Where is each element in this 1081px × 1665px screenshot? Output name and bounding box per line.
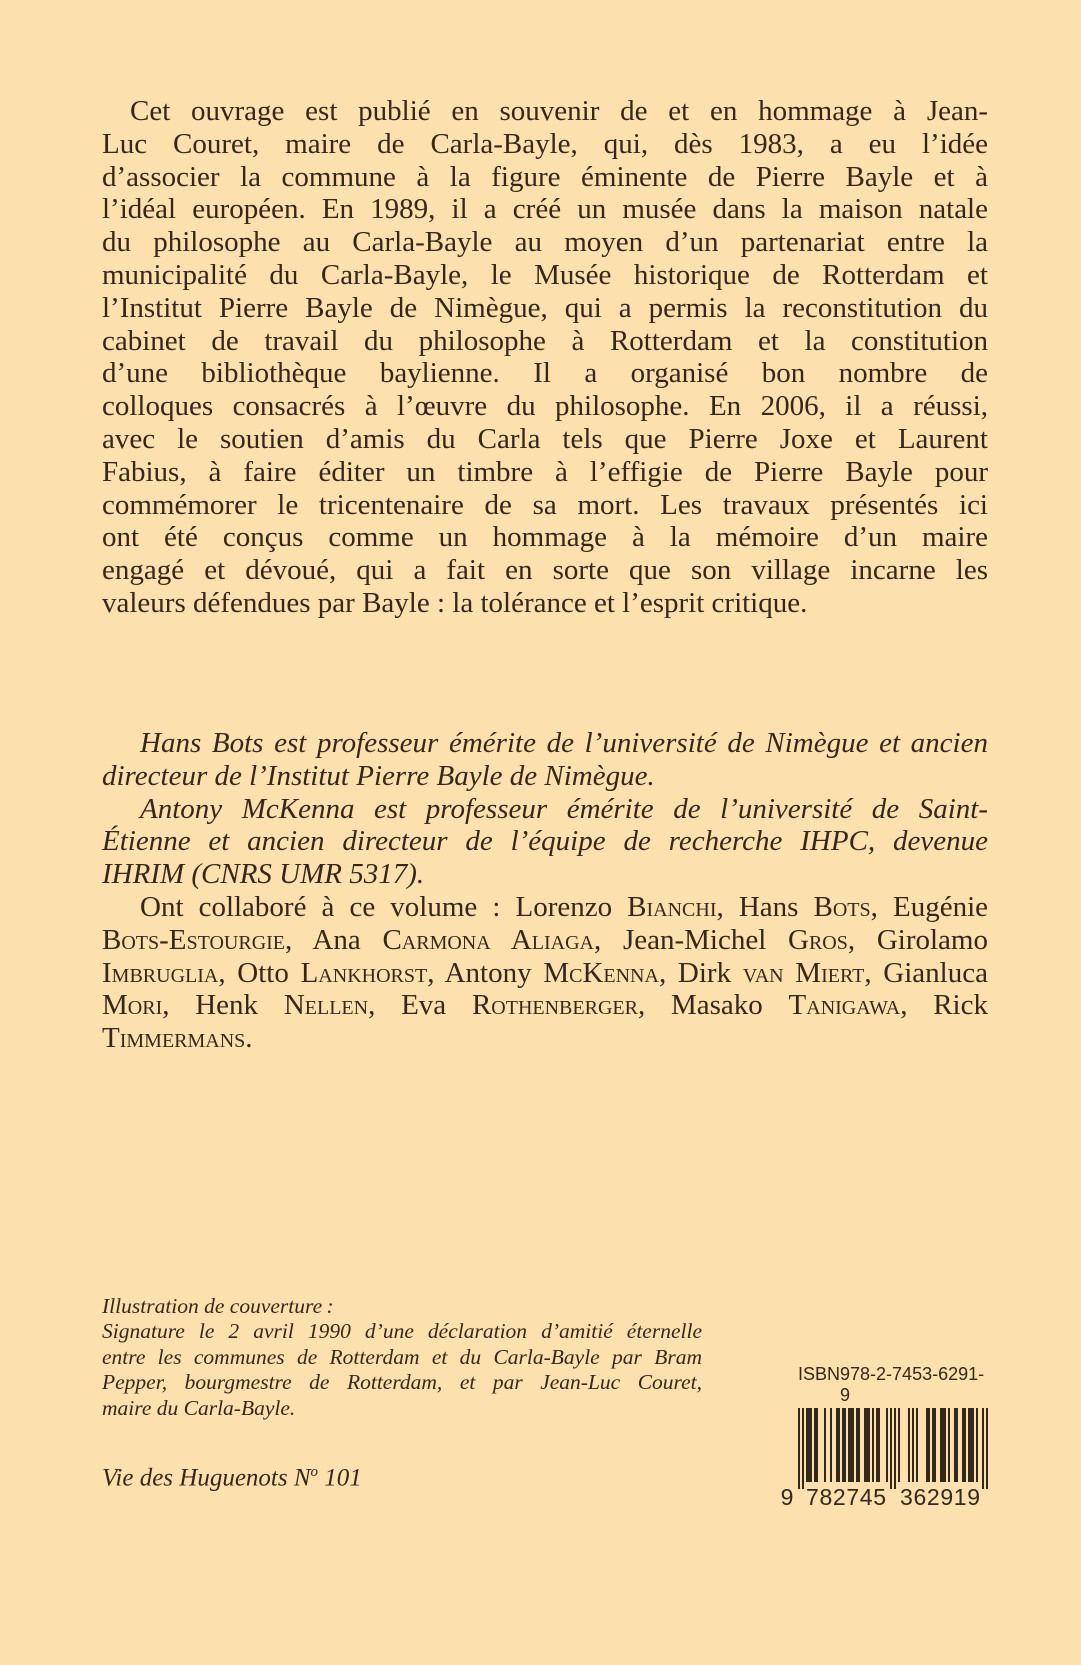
text-line bbox=[102, 957, 988, 990]
barcode-bar bbox=[926, 1408, 928, 1482]
text-line: directeur de l’Institut Pierre Bayle de Nimègue. bbox=[102, 759, 655, 792]
text-line: colloques consacrés à l’œuvre du philosophe. En 2006, il a réussi, bbox=[102, 390, 988, 423]
barcode-bar bbox=[872, 1408, 874, 1482]
text-line bbox=[102, 1022, 988, 1055]
barcode-bar bbox=[972, 1408, 974, 1482]
text-line: l’idéal européen. En 1989, il a créé un musée dans la maison natale bbox=[102, 193, 988, 226]
text-line: commémorer le tricentenaire de sa mort. Les travaux présentés ici bbox=[102, 488, 988, 521]
text-line: Luc Couret, maire de Carla-Bayle, qui, dès 1983, a eu l’idée bbox=[102, 127, 988, 160]
text-run: , Dirk bbox=[658, 956, 743, 989]
text-run: , Rick bbox=[900, 989, 988, 1022]
text-line: Étienne et ancien directeur de l’équipe de recherche IHPC, devenue bbox=[102, 825, 988, 858]
isbn-value: 978-2-7453-6291-9 bbox=[840, 1364, 985, 1405]
text-line: Fabius, à faire éditer un timbre à l’effigie de Pierre Bayle pour bbox=[102, 455, 988, 488]
barcode-bar bbox=[802, 1408, 804, 1489]
text-line: Pepper, bourgmestre de Rotterdam, et par Jean-Luc Couret, bbox=[102, 1370, 702, 1395]
text-run: , Masako bbox=[637, 989, 789, 1022]
surname-smallcaps: Tanigawa bbox=[788, 989, 901, 1022]
barcode-bar bbox=[912, 1408, 914, 1482]
barcode-bar bbox=[850, 1408, 852, 1482]
text-line: d’associer la commune à la figure éminente de Pierre Bayle et à bbox=[102, 160, 988, 193]
text-line: ont été conçus comme un hommage à la mémoire d’un maire bbox=[102, 521, 988, 554]
barcode-bar bbox=[890, 1408, 892, 1489]
barcode-digits: 362919 bbox=[900, 1484, 980, 1510]
surname-smallcaps: Nellen bbox=[283, 989, 369, 1022]
barcode-bar bbox=[856, 1408, 858, 1482]
barcode-bar bbox=[942, 1408, 944, 1482]
barcode-bar bbox=[944, 1408, 946, 1482]
text-line: Signature le 2 avril 1990 d’une déclaration d’amitié éternelle bbox=[102, 1319, 702, 1344]
text-line: Cet ouvrage est publié en souvenir de et en hommage à Jean- bbox=[130, 95, 988, 127]
barcode-bar bbox=[886, 1408, 888, 1482]
text-run: , Girolamo bbox=[847, 923, 988, 956]
isbn-label: ISBN bbox=[798, 1364, 841, 1384]
caption-heading: Illustration de couverture : bbox=[102, 1294, 334, 1318]
summary-paragraph bbox=[102, 95, 988, 620]
barcode-bar bbox=[814, 1408, 816, 1482]
surname-smallcaps: van Miert bbox=[742, 956, 865, 989]
barcode-bar bbox=[916, 1408, 918, 1482]
text-line: engagé et dévoué, qui a fait en sorte que son village incarne les bbox=[102, 554, 988, 587]
text-line: cabinet de travail du philosophe à Rotterdam et la constitution bbox=[102, 324, 988, 357]
surname-smallcaps: Lankhorst bbox=[300, 956, 428, 989]
text-run: , Eva bbox=[368, 989, 472, 1022]
barcode-bar bbox=[968, 1408, 970, 1482]
bio-paragraph bbox=[102, 727, 988, 793]
series-title bbox=[102, 1464, 362, 1492]
barcode-bar bbox=[940, 1408, 942, 1482]
text-run: Ont collaboré à ce volume : Lorenzo bbox=[140, 890, 628, 923]
barcode-digits: 9 bbox=[780, 1484, 794, 1510]
series-number: 101 bbox=[318, 1464, 362, 1492]
barcode-bar bbox=[962, 1408, 964, 1482]
series-ordinal-sup: o bbox=[310, 1464, 319, 1480]
barcode-bar bbox=[806, 1408, 808, 1482]
barcode-bar bbox=[982, 1408, 984, 1489]
barcode-bar bbox=[876, 1408, 878, 1482]
text-line: Antony McKenna est professeur émérite de l’université de Saint- bbox=[140, 792, 988, 825]
text-line: l’Institut Pierre Bayle de Nimègue, qui a permis la reconstitution du bbox=[102, 291, 988, 324]
barcode-bar bbox=[894, 1408, 896, 1489]
barcode-bar bbox=[986, 1408, 988, 1489]
barcode-bar bbox=[824, 1408, 826, 1482]
surname-smallcaps: Rothenberger bbox=[471, 989, 638, 1022]
barcode-bar bbox=[866, 1408, 868, 1482]
text-run: , Ana bbox=[285, 923, 383, 956]
text-line: entre les communes de Rotterdam et du Carla-Bayle par Bram bbox=[102, 1344, 702, 1369]
isbn-block bbox=[775, 1364, 1005, 1510]
series-title-text: Vie des Huguenots N bbox=[102, 1464, 311, 1492]
barcode-bar bbox=[898, 1408, 900, 1482]
barcode-bar bbox=[810, 1408, 812, 1482]
barcode-bar bbox=[964, 1408, 966, 1482]
barcode-bar bbox=[844, 1408, 846, 1482]
barcode-bar bbox=[934, 1408, 936, 1482]
barcode-bar bbox=[878, 1408, 880, 1482]
barcode-bar bbox=[948, 1408, 950, 1482]
text-line: Hans Bots est professeur émérite de l’université de Nimègue et ancien bbox=[140, 727, 988, 759]
barcode-bar bbox=[908, 1408, 910, 1482]
barcode-bar bbox=[864, 1408, 866, 1482]
collaborators-paragraph bbox=[102, 891, 988, 1055]
barcode-bar bbox=[848, 1408, 850, 1482]
surname-smallcaps: Timmermans bbox=[102, 1022, 246, 1055]
barcode-bar bbox=[932, 1408, 934, 1482]
barcode-bar bbox=[970, 1408, 972, 1482]
text-run: , Otto bbox=[218, 956, 301, 989]
barcode-bar bbox=[852, 1408, 854, 1482]
surname-smallcaps: Mori bbox=[102, 989, 163, 1022]
surname-smallcaps: Gros bbox=[788, 923, 848, 956]
barcode-bar bbox=[956, 1408, 958, 1482]
text-line bbox=[102, 924, 988, 957]
barcode-bar bbox=[830, 1408, 832, 1482]
text-run: . bbox=[245, 1022, 253, 1055]
barcode-bar bbox=[976, 1408, 978, 1482]
text-line: du philosophe au Carla-Bayle au moyen d’un partenariat entre la bbox=[102, 226, 988, 259]
barcode-bar bbox=[868, 1408, 870, 1482]
text-run: , Henk bbox=[162, 989, 284, 1022]
barcode-bar bbox=[954, 1408, 956, 1482]
text-line: municipalité du Carla-Bayle, le Musée historique de Rotterdam et bbox=[102, 258, 988, 291]
barcode-bar bbox=[928, 1408, 930, 1482]
text-line bbox=[102, 891, 988, 924]
barcode-bar bbox=[858, 1408, 860, 1482]
text-line: avec le soutien d’amis du Carla tels que Pierre Joxe et Laurent bbox=[102, 422, 988, 455]
text-line: maire du Carla-Bayle. bbox=[102, 1395, 296, 1420]
text-run: , Antony bbox=[427, 956, 544, 989]
surname-smallcaps: Bianchi bbox=[627, 890, 717, 923]
text-line: d’une bibliothèque baylienne. Il a organisé bon nombre de bbox=[102, 357, 988, 390]
text-run: , Gianluca bbox=[864, 956, 988, 989]
text-line: IHRIM (CNRS UMR 5317). bbox=[102, 858, 425, 891]
barcode-digits: 782745 bbox=[806, 1484, 886, 1510]
surname-smallcaps: Carmona Aliaga bbox=[382, 923, 594, 956]
text-run: , Eugénie bbox=[870, 890, 988, 923]
ean13-barcode bbox=[775, 1408, 1005, 1510]
cover-illustration-caption bbox=[102, 1294, 702, 1421]
barcode-bar bbox=[816, 1408, 818, 1482]
barcode-bar bbox=[798, 1408, 800, 1489]
text-line: valeurs défendues par Bayle : la tolérance et l’esprit critique. bbox=[102, 586, 808, 619]
barcode-bar bbox=[808, 1408, 810, 1482]
barcode-bar bbox=[836, 1408, 838, 1482]
text-run: , Jean-Michel bbox=[593, 923, 788, 956]
barcode-bar bbox=[838, 1408, 840, 1482]
text-run: , Hans bbox=[716, 890, 814, 923]
surname-smallcaps: Bots bbox=[813, 890, 871, 923]
surname-smallcaps: Imbruglia bbox=[102, 956, 219, 989]
text-line bbox=[102, 989, 988, 1022]
isbn-line bbox=[798, 1364, 990, 1406]
barcode-bar bbox=[842, 1408, 844, 1482]
caption-body bbox=[102, 1319, 702, 1421]
authors-bio bbox=[102, 727, 988, 1055]
surname-smallcaps: Bots-Estourgie bbox=[102, 923, 286, 956]
surname-smallcaps: McKenna bbox=[543, 956, 659, 989]
bio-paragraph bbox=[102, 793, 988, 891]
